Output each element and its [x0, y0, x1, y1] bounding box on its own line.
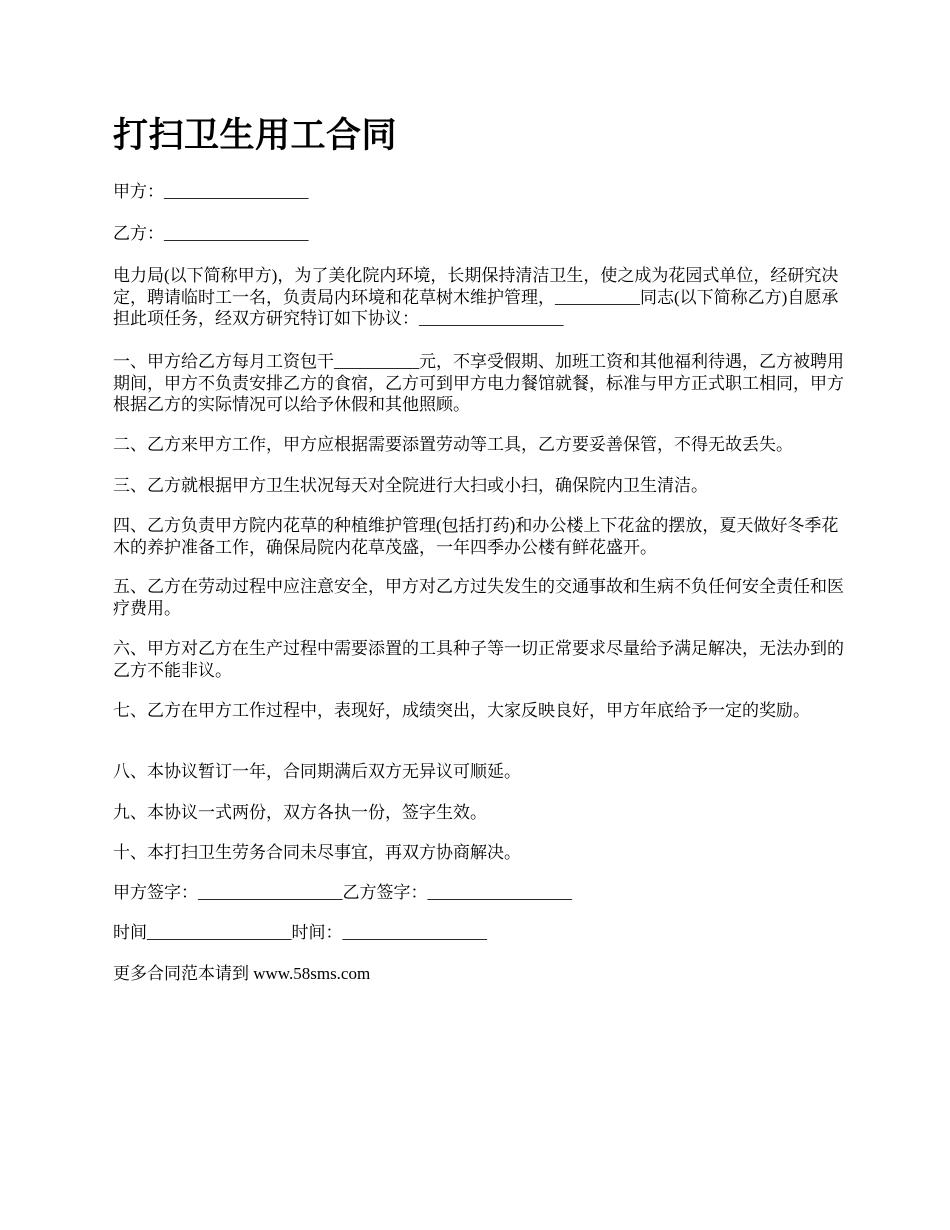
intro-paragraph: 电力局(以下简称甲方)，为了美化院内环境，长期保持清洁卫生，使之成为花园式单位，经研究决定，聘请临时工一名，负责局内环境和花草树木维护管理，__________同志(以下简称乙方)自愿承担此项任务，经双方研究特订如下协议：_________________: [113, 266, 839, 328]
date-line: 时间_________________时间：_________________: [113, 923, 487, 942]
clause-3: 三、乙方就根据甲方卫生状况每天对全院进行大扫或小扫，确保院内卫生清洁。: [113, 476, 708, 495]
clause-6: 六、甲方对乙方在生产过程中需要添置的工具种子等一切正常要求尽量给予满足解决，无法办到的乙方不能非议。: [113, 639, 844, 680]
clause-5: 五、乙方在劳动过程中应注意安全，甲方对乙方过失发生的交通事故和生病不负任何安全责任和医疗费用。: [113, 577, 844, 618]
clause-7: 七、乙方在甲方工作过程中，表现好，成绩突出，大家反映良好，甲方年底给予一定的奖励。: [113, 701, 810, 720]
clause-2: 二、乙方来甲方工作，甲方应根据需要添置劳动等工具，乙方要妥善保管，不得无故丢失。: [113, 435, 793, 454]
signature-line: 甲方签字：_________________乙方签字：_________________: [113, 883, 572, 902]
clause-1: 一、甲方给乙方每月工资包干__________元，不享受假期、加班工资和其他福利待遇，乙方被聘用期间，甲方不负责安排乙方的食宿，乙方可到甲方电力餐馆就餐，标准与甲方正式职工相同，甲方根据乙方的实际情况可以给予休假和其他照顾。: [113, 352, 844, 414]
party-b-line: 乙方：_________________: [113, 224, 309, 243]
party-a-line: 甲方：_________________: [113, 182, 309, 201]
clause-9: 九、本协议一式两份，双方各执一份，签字生效。: [113, 803, 487, 822]
footer-link-text: 更多合同范本请到 www.58sms.com: [113, 964, 371, 983]
document-title: 打扫卫生用工合同: [113, 116, 398, 155]
clause-4: 四、乙方负责甲方院内花草的种植维护管理(包括打药)和办公楼上下花盆的摆放，夏天做好冬季花木的养护准备工作，确保局院内花草茂盛，一年四季办公楼有鲜花盛开。: [113, 516, 839, 557]
clause-10: 十、本打扫卫生劳务合同未尽事宜，再双方协商解决。: [113, 843, 521, 862]
clause-8: 八、本协议暂订一年，合同期满后双方无异议可顺延。: [113, 762, 521, 781]
